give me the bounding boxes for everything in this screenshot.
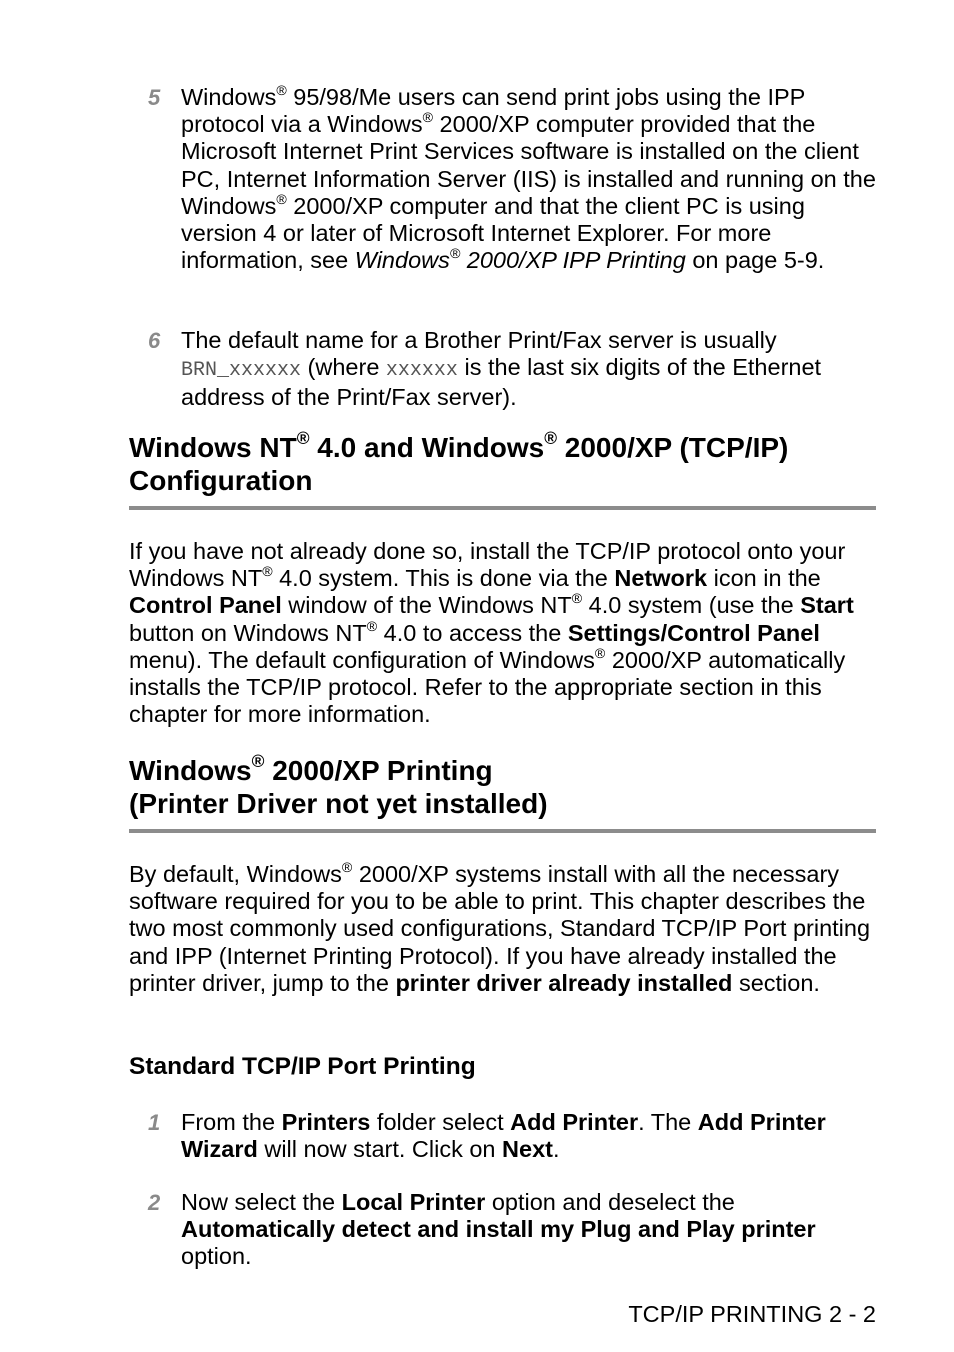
registered-mark: ® (341, 859, 353, 876)
step-text: is the last six digits of the Ethernet address of the Print/Fax server). (181, 354, 822, 411)
nt-config-paragraph: If you have not already done so, install the TCP/IP protocol onto your Windows NT® 4.0 system. This is done via the Network icon in the Control Panel window of the Windows NT® 4.0 system (use the Start button on Windows NT® 4.0 to access the Settings/Control Panel menu). The default configuration of Windows® 2000/XP automatically installs the TCP/IP protocol. Refer to the appropriate section in this chapter for more information. (129, 538, 854, 728)
cross-reference: printer driver already installed (395, 969, 733, 996)
registered-mark: ® (276, 190, 287, 207)
step-text: (where (301, 354, 386, 381)
registered-mark: ® (422, 109, 434, 126)
step-number: 2 (148, 1190, 161, 1215)
step-text: 2000/XP computer provided that the Microsoft Internet Print Services software is installed on the client PC, Internet Information Server (IIS) is installed and running on the Windows (181, 111, 876, 219)
registered-mark: ® (296, 427, 310, 448)
section-heading-nt-config: Windows NT® 4.0 and Windows® 2000/XP (TCP/IP) Configuration (129, 427, 789, 496)
step-1: 1 From the Printers folder select Add Printer. The Add Printer Wizard will now start. Click on Next. (148, 1109, 826, 1163)
registered-mark: ® (449, 245, 461, 262)
subsection-heading: Standard TCP/IP Port Printing (129, 1053, 476, 1080)
registered-mark: ® (571, 590, 583, 607)
step-text: 2000/XP computer and that the client PC is using version 4 or later of Microsoft Internet Explorer. For more information, see (181, 192, 805, 274)
registered-mark: ® (544, 427, 557, 448)
cross-reference: Windows® 2000/XP IPP Printing (354, 245, 686, 274)
step-2: 2 Now select the Local Printer option and deselect the Automatically detect and install my Plug and Play printer option. (148, 1189, 816, 1270)
2000xp-printing-paragraph: By default, Windows® 2000/XP systems install with all the necessary software required for you to be able to print. This chapter describes the two most commonly used configurations, Standard TCP/IP Port printing and IPP (Internet Printing Protocol). If you have already installed the printer driver, jump to the printer driver already installed section. (129, 859, 871, 996)
step-number: 5 (148, 85, 161, 110)
step-number: 6 (148, 328, 161, 353)
page-footer: TCP/IP PRINTING 2 - 2 (628, 1301, 876, 1327)
step-text: Windows (181, 84, 277, 110)
registered-mark: ® (276, 82, 287, 99)
heading-divider (129, 506, 876, 510)
registered-mark: ® (366, 617, 378, 634)
code-text: xxxxxx (385, 359, 458, 383)
registered-mark: ® (251, 750, 265, 771)
step-6 (148, 327, 881, 412)
code-text: BRN_xxxxxx (181, 359, 302, 383)
step-number: 1 (148, 1110, 161, 1135)
registered-mark: ® (594, 644, 606, 661)
heading-divider (129, 829, 876, 833)
step-text: 95/98/Me users can send print jobs using the IPP protocol via a Windows (181, 84, 805, 138)
step-text: The default name for a Brother Print/Fax server is usually (181, 327, 777, 353)
step-5 (148, 82, 881, 274)
section-heading-2000xp-printing: Windows® 2000/XP Printing (Printer Driver not yet installed) (129, 750, 548, 819)
registered-mark: ® (262, 563, 273, 580)
step-text: on page 5-9. (685, 247, 825, 274)
